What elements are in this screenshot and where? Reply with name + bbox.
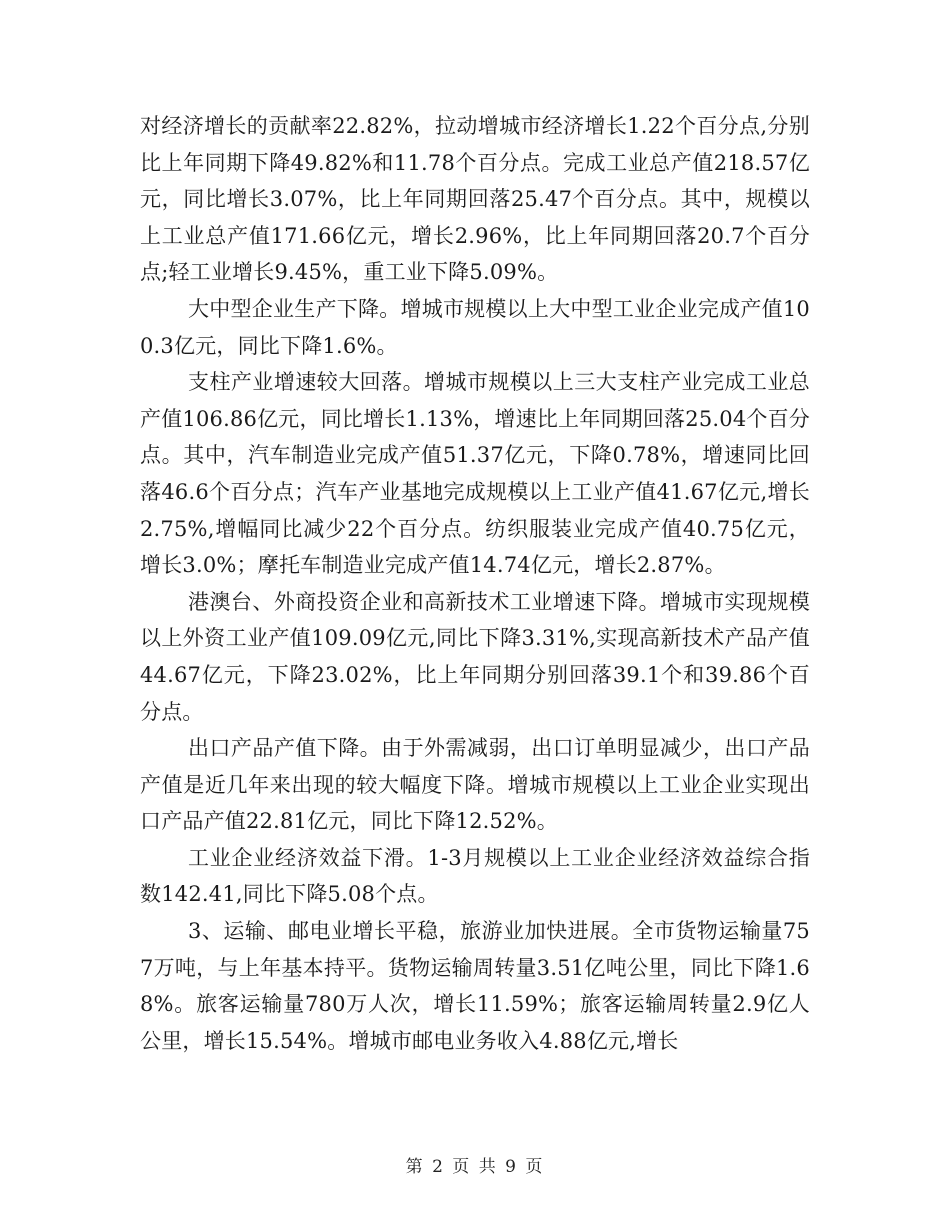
paragraph-large-medium-enterprises: 大中型企业生产下降。增城市规模以上大中型工业企业完成产值100.3亿元，同比下降1.6%。	[140, 296, 810, 358]
paragraph-export-products: 出口产品产值下降。由于外需减弱，出口订单明显减少，出口产品产值是近几年来出现的较大幅度下降。增城市规模以上工业企业实现出口产品产值22.81亿元，同比下降12.52%。	[140, 736, 810, 834]
document-body	[140, 108, 810, 1059]
paragraph-economic-contribution: 对经济增长的贡献率22.82%，拉动增城市经济增长1.22个百分点,分别比上年同期下降49.82%和11.78个百分点。完成工业总产值218.57亿元，同比增长3.07%，比上年同期回落25.47个百分点。其中，规模以上工业总产值171.66亿元，增长2.96%，比上年同期回落20.7个百分点;轻工业增长9.45%，重工业下降5.09%。	[140, 114, 810, 285]
page-number-footer: 第 2 页 共 9 页	[405, 1157, 545, 1177]
paragraph-economic-efficiency: 工业企业经济效益下滑。1-3月规模以上工业企业经济效益综合指数142.41,同比下降5.08个点。	[140, 845, 810, 907]
paragraph-foreign-hightech: 港澳台、外商投资企业和高新技术工业增速下降。增城市实现规模以上外资工业产值109.09亿元,同比下降3.31%,实现高新技术产品产值44.67亿元，下降23.02%，比上年同期分别回落39.1个和39.86个百分点。	[140, 589, 810, 724]
paragraph-pillar-industries: 支柱产业增速较大回落。增城市规模以上三大支柱产业完成工业总产值106.86亿元，同比增长1.13%，增速比上年同期回落25.04个百分点。其中，汽车制造业完成产值51.37亿元，下降0.78%，增速同比回落46.6个百分点；汽车产业基地完成规模以上工业产值41.67亿元,增长2.75%,增幅同比减少22个百分点。纺织服装业完成产值40.75亿元，增长3.0%；摩托车制造业完成产值14.74亿元，增长2.87%。	[140, 370, 810, 578]
paragraph-transport-post: 3、运输、邮电业增长平稳，旅游业加快进展。全市货物运输量757万吨，与上年基本持平。货物运输周转量3.51亿吨公里，同比下降1.68%。旅客运输量780万人次，增长11.59%；旅客运输周转量2.9亿人公里，增长15.54%。增城市邮电业务收入4.88亿元,增长	[140, 919, 810, 1053]
